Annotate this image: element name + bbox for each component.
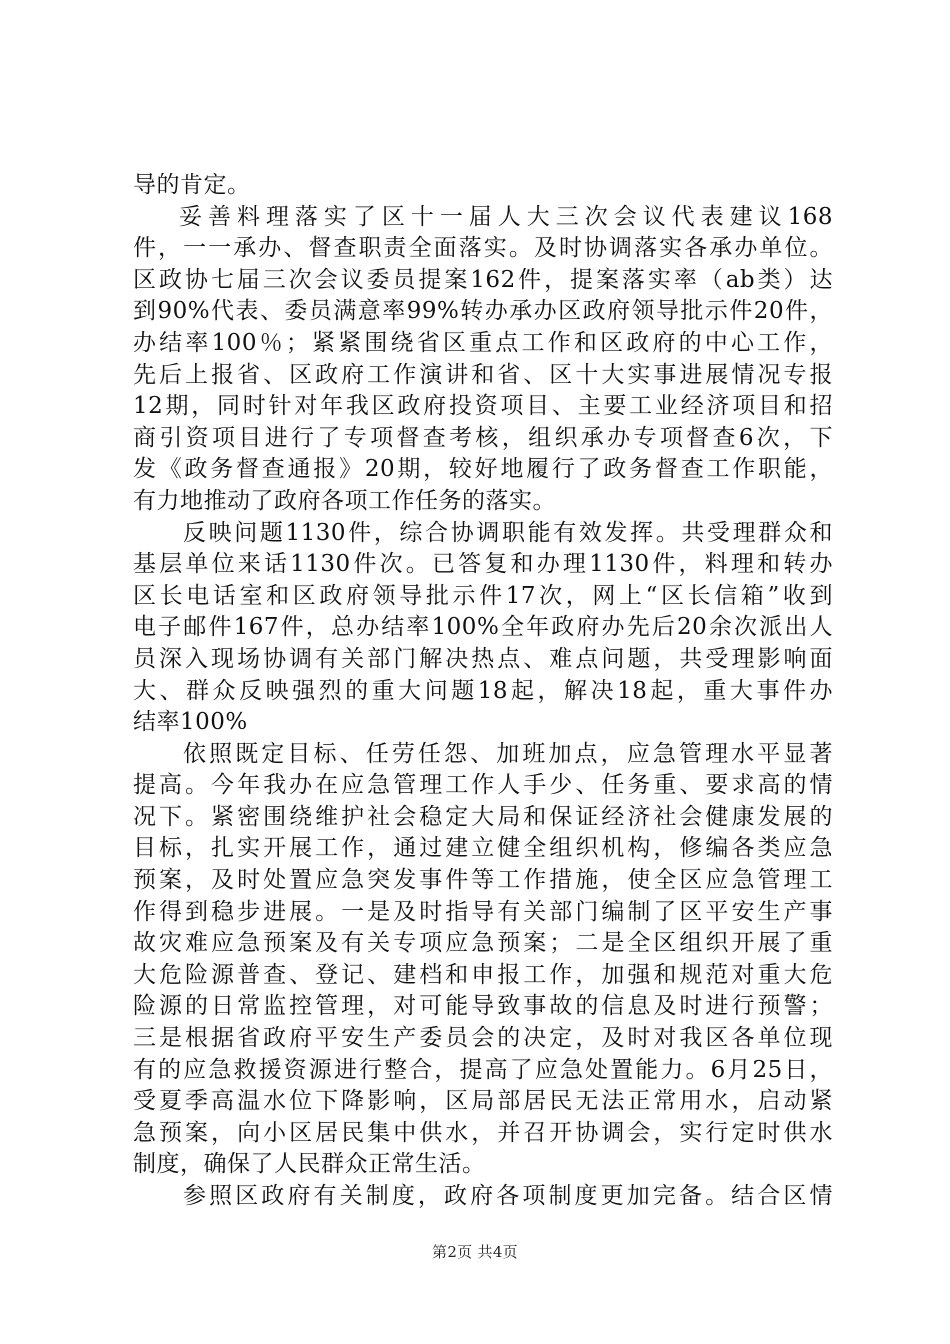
text-line: 电子邮件167件，总办结率100%全年政府办先后20余次派出人 [133,614,833,641]
text-line: 大危险源普查、登记、建档和申报工作，加强和规范对重大危 [133,961,833,988]
document-body [133,170,833,1213]
text-line: 12期，同时针对年我区政府投资项目、主要工业经济项目和招 [133,393,833,420]
text-line: 故灾难应急预案及有关专项应急预案；二是全区组织开展了重 [133,930,833,957]
text-line: 况下。紧密围绕维护社会稳定大局和保证经济社会健康发展的 [133,803,833,830]
text-line: 目标，扎实开展工作，通过建立健全组织机构，修编各类应急 [133,835,833,862]
text-line: 依照既定目标、任劳任怨、加班加点，应急管理水平显著 [183,740,833,767]
text-line: 到90%代表、委员满意率99%转办承办区政府领导批示件20件， [133,298,833,325]
text-line: 妥善料理落实了区十一届人大三次会议代表建议168 [179,203,833,230]
text-line: 制度，确保了人民群众正常生活。 [133,1151,486,1178]
text-line: 受夏季高温水位下降影响，区局部居民无法正常用水，启动紧 [133,1088,833,1115]
text-line: 先后上报省、区政府工作演讲和省、区十大实事进展情况专报 [133,361,833,388]
text-line: 件，一一承办、督查职责全面落实。及时协调落实各承办单位。 [133,235,833,262]
text-line: 商引资项目进行了专项督查考核，组织承办专项督查6次，下 [133,424,833,451]
text-line: 预案，及时处置应急突发事件等工作措施，使全区应急管理工 [133,867,833,894]
text-line: 办结率100％；紧紧围绕省区重点工作和区政府的中心工作， [133,329,833,356]
text-line: 区长电话室和区政府领导批示件17次，网上“区长信箱”收到 [133,582,833,609]
text-line: 险源的日常监控管理，对可能导致事故的信息及时进行预警； [133,993,833,1020]
text-line: 基层单位来话1130件次。已答复和办理1130件，料理和转办 [133,551,833,578]
text-line: 导的肯定。 [133,172,251,198]
text-line: 作得到稳步进展。一是及时指导有关部门编制了区平安生产事 [133,898,833,925]
text-line: 发《政务督查通报》20期，较好地履行了政务督查工作职能， [133,456,833,483]
page-number-footer: 第2页 共4页 [432,1243,518,1261]
text-line: 结率100% [133,709,248,736]
text-line: 员深入现场协调有关部门解决热点、难点问题，共受理影响面 [133,645,833,672]
text-line: 区政协七届三次会议委员提案162件，提案落实率（ab类）达 [133,266,833,293]
text-line: 急预案，向小区居民集中供水，并召开协调会，实行定时供水 [133,1119,833,1146]
text-line: 参照区政府有关制度，政府各项制度更加完备。结合区情 [183,1183,833,1209]
text-line: 有力地推动了政府各项工作任务的落实。 [133,487,556,514]
text-line: 反映问题1130件，综合协调职能有效发挥。共受理群众和 [183,519,833,546]
text-line: 提高。今年我办在应急管理工作人手少、任务重、要求高的情 [133,772,833,799]
text-line: 有的应急救援资源进行整合，提高了应急处置能力。6月25日， [133,1056,833,1083]
text-line: 三是根据省政府平安生产委员会的决定，及时对我区各单位现 [133,1025,833,1052]
text-line: 大、群众反映强烈的重大问题18起，解决18起，重大事件办 [133,677,833,704]
